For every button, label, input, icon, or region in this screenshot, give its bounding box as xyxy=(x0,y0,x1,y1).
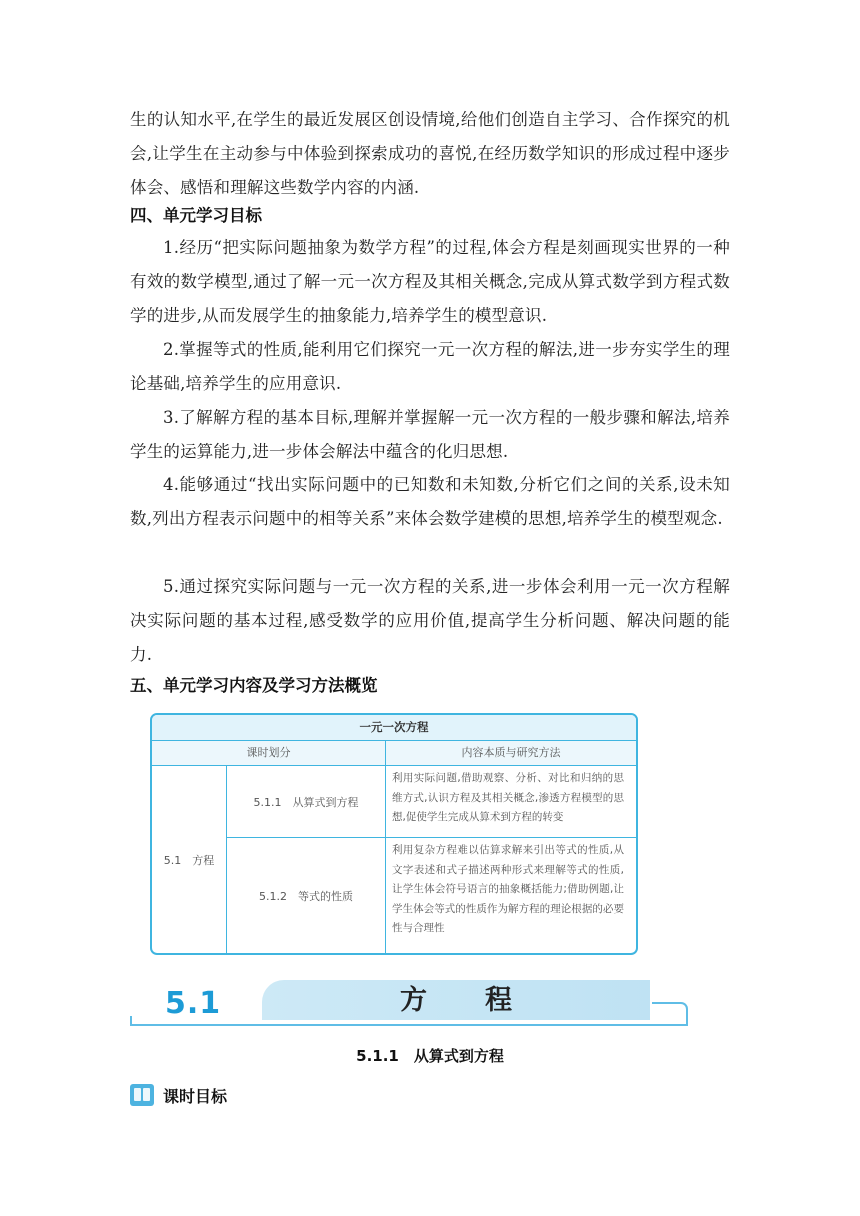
table-title: 一元一次方程 xyxy=(152,715,636,741)
section-4-heading: 四、单元学习目标 xyxy=(130,206,262,225)
goal-1: 1.经历“把实际问题抽象为数学方程”的过程,体会方程是刻画现实世界的一种有效的数学模型,通过了解一元一次方程及其相关概念,完成从算式数学到方程式数学的进步,从而发展学生的抽象能力,培养学生的模型意识. xyxy=(130,238,730,325)
header-lesson: 课时划分 xyxy=(152,741,385,766)
lesson-goal-label: 课时目标 xyxy=(163,1086,228,1106)
lesson-goal-heading xyxy=(130,1082,227,1108)
section-5-heading: 五、单元学习内容及学习方法概览 xyxy=(130,676,378,695)
subsection-title: 5.1.1 从算式到方程 xyxy=(356,1047,504,1065)
method-cell: 利用实际问题,借助观察、分析、对比和归纳的思维方式,认识方程及其相关概念,渗透方程模型的思想,促使学生完成从算术到方程的转变 xyxy=(392,772,624,823)
banner-rule xyxy=(130,1024,686,1026)
section-banner xyxy=(130,978,690,1034)
section-number: 5.1 xyxy=(165,986,222,1021)
method-cell: 利用复杂方程难以估算求解来引出等式的性质,从文字表述和式子描述两种形式来理解等式的性质,让学生体会符号语言的抽象概括能力;借助例题,让学生体会等式的性质作为解方程的理论根据的必要性与合理性 xyxy=(392,844,624,934)
goal-3: 3.了解解方程的基本目标,理解并掌握解一元一次方程的一般步骤和解法,培养学生的运算能力,进一步体会解法中蕴含的化归思想. xyxy=(130,408,730,461)
goal-4: 4.能够通过“找出实际问题中的已知数和未知数,分析它们之间的关系,设未知数,列出方程表示问题中的相等关系”来体会数学建模的思想,培养学生的模型观念. xyxy=(130,475,730,528)
book-icon xyxy=(130,1084,154,1106)
goal-5: 5.通过探究实际问题与一元一次方程的关系,进一步体会利用一元一次方程解决实际问题的基本过程,感受数学的应用价值,提高学生分析问题、解决问题的能力. xyxy=(130,577,730,664)
header-method: 内容本质与研究方法 xyxy=(386,741,636,766)
overview-table xyxy=(150,713,638,955)
section-title: 方程 xyxy=(400,985,570,1016)
intro-paragraph: 生的认知水平,在学生的最近发展区创设情境,给他们创造自主学习、合作探究的机会,让学生在主动参与中体验到探索成功的喜悦,在经历数学知识的形成过程中逐步体会、感悟和理解这些数学内容的内涵. xyxy=(130,110,730,197)
section-label: 5.1 方程 xyxy=(163,853,215,867)
column-divider xyxy=(385,741,386,953)
lesson-cell: 5.1.1 从算式到方程 xyxy=(253,795,359,809)
goal-2: 2.掌握等式的性质,能利用它们探究一元一次方程的解法,进一步夯实学生的理论基础,培养学生的应用意识. xyxy=(130,340,730,393)
lesson-cell: 5.1.2 等式的性质 xyxy=(259,889,353,903)
banner-right-hook xyxy=(652,1002,688,1026)
